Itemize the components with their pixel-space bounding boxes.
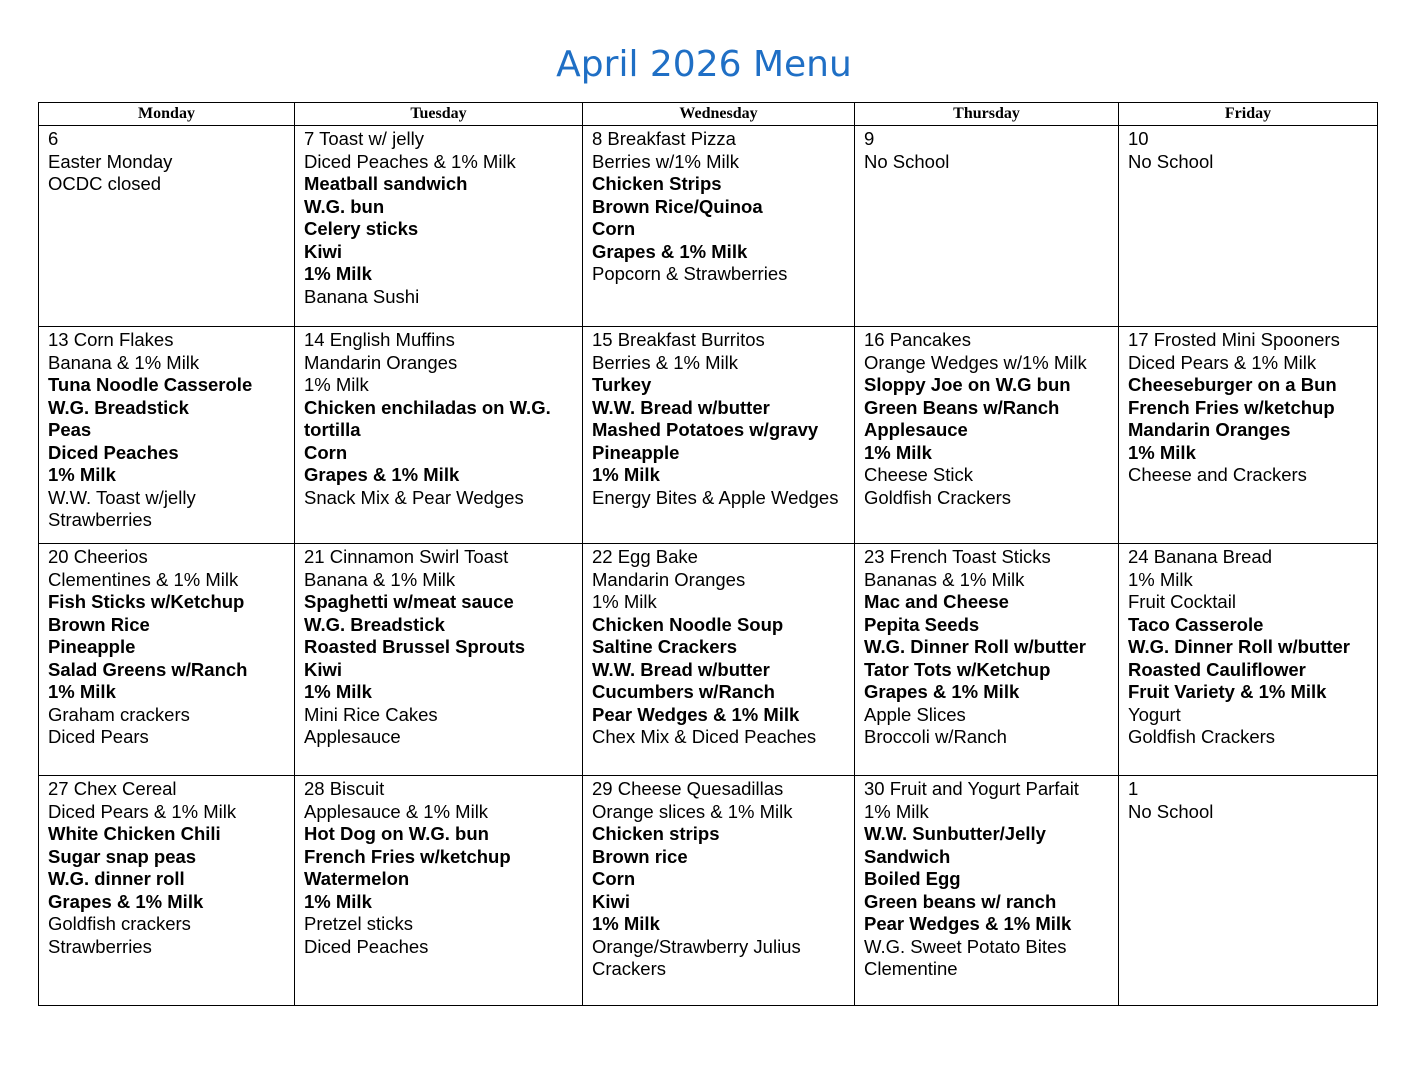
day-date-line: 8 Breakfast Pizza bbox=[592, 128, 736, 149]
day-cell-wednesday bbox=[583, 544, 855, 776]
menu-item: Boiled Egg bbox=[864, 868, 961, 889]
menu-item: Mashed Potatoes w/gravy bbox=[592, 419, 819, 440]
day-date-line: 15 Breakfast Burritos bbox=[592, 329, 765, 350]
menu-item: Applesauce bbox=[864, 419, 968, 440]
menu-item: No School bbox=[1128, 150, 1214, 172]
menu-item: Diced Pears & 1% Milk bbox=[48, 800, 237, 822]
menu-item: Broccoli w/Ranch bbox=[864, 726, 1007, 747]
menu-item: Watermelon bbox=[304, 868, 410, 889]
menu-body bbox=[39, 126, 1378, 1006]
menu-item: No School bbox=[1128, 800, 1214, 822]
day-header-thursday: Thursday bbox=[855, 103, 1119, 126]
menu-item: Easter Monday bbox=[48, 150, 173, 172]
menu-item: Corn bbox=[592, 218, 636, 239]
menu-item: Grapes & 1% Milk bbox=[592, 240, 748, 262]
menu-item: Banana Sushi bbox=[304, 285, 420, 307]
menu-item: W.G. Dinner Roll w/butter bbox=[1128, 636, 1350, 657]
menu-item: 1% Milk bbox=[304, 263, 372, 284]
menu-item: Brown rice bbox=[592, 845, 688, 867]
day-cell-tuesday bbox=[295, 544, 583, 776]
menu-item: Kiwi bbox=[304, 658, 343, 680]
menu-item: Strawberries bbox=[48, 509, 152, 530]
menu-item: Diced Pears & 1% Milk bbox=[1128, 351, 1317, 373]
menu-item: Diced Peaches bbox=[48, 441, 179, 463]
day-date-line: 16 Pancakes bbox=[864, 329, 971, 350]
menu-item: 1% Milk bbox=[48, 464, 116, 485]
menu-item: 1% Milk bbox=[304, 681, 372, 702]
menu-item: Saltine Crackers bbox=[592, 636, 738, 657]
day-header-friday: Friday bbox=[1119, 103, 1378, 126]
menu-item: Pear Wedges & 1% Milk bbox=[592, 703, 800, 725]
day-date-line: 10 bbox=[1128, 128, 1149, 149]
menu-item: Mandarin Oranges bbox=[304, 351, 458, 373]
week-row bbox=[39, 126, 1378, 327]
menu-item: Chicken enchiladas on W.G. tortilla bbox=[304, 396, 551, 440]
menu-item: Cheeseburger on a Bun bbox=[1128, 374, 1337, 395]
day-date-line: 30 Fruit and Yogurt Parfait bbox=[864, 778, 1079, 799]
menu-item: Mac and Cheese bbox=[864, 591, 1009, 612]
menu-item: Fish Sticks w/Ketchup bbox=[48, 591, 245, 612]
day-cell-thursday bbox=[855, 776, 1119, 1006]
day-cell-thursday bbox=[855, 544, 1119, 776]
menu-item: W.G. Breadstick bbox=[304, 613, 445, 635]
menu-item: Pear Wedges & 1% Milk bbox=[864, 913, 1072, 934]
menu-item: W.G. Sweet Potato Bites bbox=[864, 935, 1067, 957]
menu-item: 1% Milk bbox=[1128, 441, 1196, 463]
day-cell-wednesday bbox=[583, 126, 855, 327]
menu-item: Banana & 1% Milk bbox=[48, 351, 200, 373]
day-header-tuesday: Tuesday bbox=[295, 103, 583, 126]
menu-item: Energy Bites & Apple Wedges bbox=[592, 486, 839, 508]
day-cell-thursday bbox=[855, 327, 1119, 544]
menu-item: Bananas & 1% Milk bbox=[864, 568, 1025, 590]
menu-item: W.G. bun bbox=[304, 195, 385, 217]
page-title: April 2026 Menu bbox=[556, 44, 852, 85]
menu-item: Sloppy Joe on W.G bun bbox=[864, 374, 1071, 395]
menu-item: OCDC closed bbox=[48, 173, 162, 194]
menu-item: W.W. Sunbutter/Jelly Sandwich bbox=[864, 823, 1046, 867]
menu-item: Taco Casserole bbox=[1128, 613, 1264, 635]
menu-item: Corn bbox=[304, 441, 348, 463]
menu-item: Diced Peaches bbox=[304, 935, 429, 957]
menu-item: White Chicken Chili bbox=[48, 823, 221, 844]
menu-item: Popcorn & Strawberries bbox=[592, 263, 788, 284]
day-cell-monday bbox=[39, 126, 295, 327]
menu-item: Fruit Variety & 1% Milk bbox=[1128, 681, 1327, 702]
day-date-line: 13 Corn Flakes bbox=[48, 329, 174, 350]
menu-item: 1% Milk bbox=[48, 681, 116, 702]
menu-item: Brown Rice bbox=[48, 613, 150, 635]
day-cell-friday bbox=[1119, 327, 1378, 544]
day-cell-tuesday bbox=[295, 776, 583, 1006]
menu-item: Cucumbers w/Ranch bbox=[592, 681, 775, 702]
menu-item: Chex Mix & Diced Peaches bbox=[592, 726, 817, 747]
menu-item: Diced Pears bbox=[48, 726, 149, 747]
menu-item: 1% Milk bbox=[592, 913, 660, 934]
day-cell-thursday bbox=[855, 126, 1119, 327]
menu-item: Goldfish Crackers bbox=[1128, 726, 1276, 747]
menu-item: Grapes & 1% Milk bbox=[864, 681, 1020, 702]
day-cell-monday bbox=[39, 544, 295, 776]
menu-item: 1% Milk bbox=[864, 800, 929, 822]
menu-item: Corn bbox=[592, 868, 636, 889]
menu-item: W.W. Bread w/butter bbox=[592, 658, 770, 680]
menu-item: Chicken Noodle Soup bbox=[592, 613, 784, 635]
week-row bbox=[39, 544, 1378, 776]
day-date-line: 17 Frosted Mini Spooners bbox=[1128, 329, 1340, 350]
day-date-line: 21 Cinnamon Swirl Toast bbox=[304, 546, 509, 567]
menu-item: Sugar snap peas bbox=[48, 845, 197, 867]
menu-item: Pepita Seeds bbox=[864, 613, 980, 635]
menu-item: Green beans w/ ranch bbox=[864, 890, 1057, 912]
menu-item: Mini Rice Cakes bbox=[304, 703, 438, 725]
day-date-line: 1 bbox=[1128, 778, 1139, 799]
week-row bbox=[39, 776, 1378, 1006]
menu-item: Graham crackers bbox=[48, 703, 190, 725]
menu-item: Orange Wedges w/1% Milk bbox=[864, 351, 1087, 373]
day-cell-monday bbox=[39, 327, 295, 544]
day-header-monday: Monday bbox=[39, 103, 295, 126]
menu-item: 1% Milk bbox=[304, 374, 369, 395]
menu-item: Grapes & 1% Milk bbox=[304, 464, 460, 485]
menu-item: Applesauce bbox=[304, 726, 401, 747]
day-cell-tuesday bbox=[295, 327, 583, 544]
day-date-line: 7 Toast w/ jelly bbox=[304, 128, 424, 149]
menu-item: Green Beans w/Ranch bbox=[864, 396, 1060, 418]
menu-item: Strawberries bbox=[48, 935, 152, 957]
menu-item: French Fries w/ketchup bbox=[1128, 396, 1335, 418]
menu-item: Roasted Brussel Sprouts bbox=[304, 636, 526, 657]
menu-item: Banana & 1% Milk bbox=[304, 568, 456, 590]
menu-item: Apple Slices bbox=[864, 703, 966, 725]
day-date-line: 6 bbox=[48, 128, 59, 149]
menu-item: Spaghetti w/meat sauce bbox=[304, 591, 514, 612]
menu-item: W.G. Breadstick bbox=[48, 396, 189, 418]
day-header-wednesday: Wednesday bbox=[583, 103, 855, 126]
day-date-line: 14 English Muffins bbox=[304, 329, 455, 350]
menu-item: French Fries w/ketchup bbox=[304, 845, 511, 867]
day-date-line: 22 Egg Bake bbox=[592, 546, 698, 567]
day-cell-wednesday bbox=[583, 776, 855, 1006]
menu-item: Orange slices & 1% Milk bbox=[592, 800, 793, 822]
menu-item: Cheese and Crackers bbox=[1128, 464, 1307, 485]
menu-item: W.W. Toast w/jelly bbox=[48, 486, 196, 508]
menu-item: Pretzel sticks bbox=[304, 913, 413, 934]
menu-item: Clementine bbox=[864, 958, 958, 979]
menu-item: Berries w/1% Milk bbox=[592, 150, 739, 172]
menu-item: Clementines & 1% Milk bbox=[48, 568, 239, 590]
menu-item: 1% Milk bbox=[592, 591, 657, 612]
day-date-line: 23 French Toast Sticks bbox=[864, 546, 1051, 567]
menu-item: Chicken strips bbox=[592, 823, 720, 844]
menu-item: Cheese Stick bbox=[864, 464, 973, 485]
menu-item: No School bbox=[864, 150, 950, 172]
menu-item: W.G. dinner roll bbox=[48, 868, 185, 889]
menu-item: Hot Dog on W.G. bun bbox=[304, 823, 489, 844]
menu-item: Pineapple bbox=[48, 636, 136, 657]
menu-item: Celery sticks bbox=[304, 218, 419, 239]
day-date-line: 27 Chex Cereal bbox=[48, 778, 177, 799]
day-cell-tuesday bbox=[295, 126, 583, 327]
menu-table bbox=[38, 102, 1378, 1006]
menu-item: Tuna Noodle Casserole bbox=[48, 374, 253, 395]
menu-item: Yogurt bbox=[1128, 703, 1181, 725]
menu-item: W.W. Bread w/butter bbox=[592, 396, 770, 418]
day-cell-friday bbox=[1119, 544, 1378, 776]
menu-item: Mandarin Oranges bbox=[592, 568, 746, 590]
menu-item: Peas bbox=[48, 419, 92, 440]
day-cell-wednesday bbox=[583, 327, 855, 544]
menu-item: Grapes & 1% Milk bbox=[48, 890, 204, 912]
day-date-line: 29 Cheese Quesadillas bbox=[592, 778, 784, 799]
day-date-line: 20 Cheerios bbox=[48, 546, 148, 567]
menu-item: 1% Milk bbox=[592, 464, 660, 485]
menu-item: W.G. Dinner Roll w/butter bbox=[864, 636, 1086, 657]
menu-item: Pineapple bbox=[592, 441, 680, 463]
menu-item: 1% Milk bbox=[1128, 568, 1193, 590]
day-header-row bbox=[39, 103, 1378, 126]
day-cell-friday bbox=[1119, 776, 1378, 1006]
menu-item: Kiwi bbox=[304, 240, 343, 262]
menu-item: Applesauce & 1% Milk bbox=[304, 800, 489, 822]
menu-item: Fruit Cocktail bbox=[1128, 591, 1236, 612]
menu-item: Salad Greens w/Ranch bbox=[48, 658, 248, 680]
menu-item: 1% Milk bbox=[864, 441, 932, 463]
day-date-line: 24 Banana Bread bbox=[1128, 546, 1273, 567]
menu-item: Kiwi bbox=[592, 890, 631, 912]
day-date-line: 28 Biscuit bbox=[304, 778, 385, 799]
menu-item: Meatball sandwich bbox=[304, 173, 468, 194]
menu-item: Brown Rice/Quinoa bbox=[592, 195, 763, 217]
menu-item: Mandarin Oranges bbox=[1128, 419, 1291, 440]
menu-item: Orange/Strawberry Julius Crackers bbox=[592, 935, 801, 979]
menu-item: Goldfish Crackers bbox=[864, 486, 1012, 508]
menu-item: Chicken Strips bbox=[592, 173, 722, 194]
menu-item: Tator Tots w/Ketchup bbox=[864, 658, 1051, 680]
menu-item: Snack Mix & Pear Wedges bbox=[304, 486, 524, 508]
menu-item: Roasted Cauliflower bbox=[1128, 658, 1306, 680]
menu-item: Diced Peaches & 1% Milk bbox=[304, 150, 516, 172]
day-cell-friday bbox=[1119, 126, 1378, 327]
week-row bbox=[39, 327, 1378, 544]
day-cell-monday bbox=[39, 776, 295, 1006]
menu-item: Turkey bbox=[592, 374, 652, 395]
day-date-line: 9 bbox=[864, 128, 875, 149]
menu-item: Goldfish crackers bbox=[48, 913, 191, 934]
menu-item: 1% Milk bbox=[304, 890, 372, 912]
menu-item: Berries & 1% Milk bbox=[592, 351, 738, 373]
